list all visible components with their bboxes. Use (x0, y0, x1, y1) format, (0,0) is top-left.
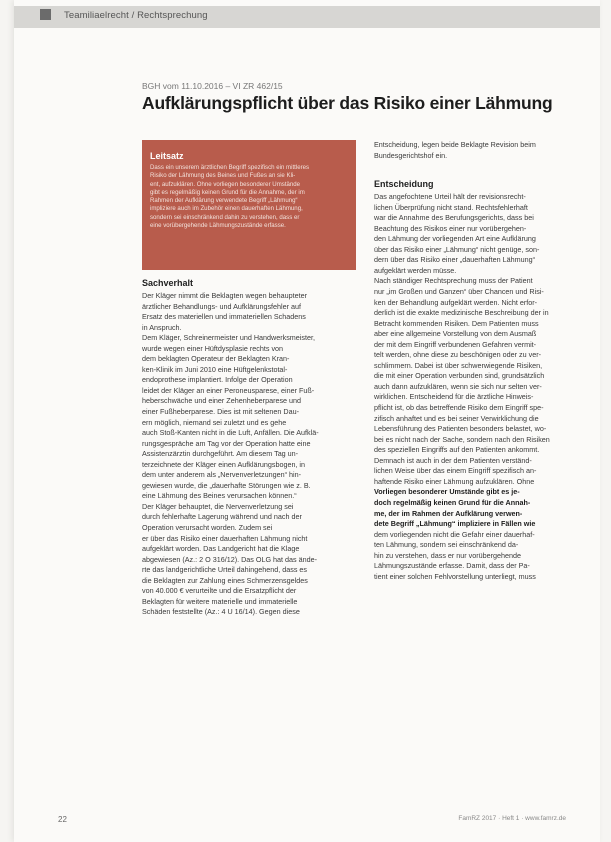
leitsatz-line: Risiko der Lähmung des Beines und Fußes an sie Kli- (150, 172, 296, 180)
section-marker-icon (40, 9, 51, 20)
sachverhalt-heading: Sachverhalt (142, 278, 194, 288)
text-line: schlimmern. Dabei ist über schwerwiegende Risiken, (374, 360, 543, 370)
text-line: Bundesgerichtshof ein. (374, 150, 448, 160)
leitsatz-line: eine vorübergehende Lähmungszustände erfasse. (150, 222, 286, 230)
text-line: Operation verursacht worden. Zudem sei (142, 523, 273, 533)
text-line: Ersatz des materiellen und immateriellen Schadens (142, 312, 306, 322)
paragraph (142, 502, 360, 618)
page-number: 22 (58, 815, 67, 824)
text-line: eine Lähmung des Beines verursachen können.“ (142, 491, 297, 501)
text-line: war die Annahme des Berufungsgerichts, dass bei (374, 213, 534, 223)
text-line: Entscheidung, legen beide Beklagte Revision beim (374, 140, 536, 149)
leitsatz-line: impliziere auch im Zubehör einen dauerhaften Lähmung, (150, 205, 303, 213)
text-line: hin zu verstehen, dass er nur vorübergehende (374, 550, 522, 560)
text-line: den Lähmung der vorliegenden Art eine Aufklärung (374, 234, 536, 244)
paragraph (142, 333, 360, 502)
leitsatz-line: ent, aufzuklären. Ohne vorliegen besonderer Umstände (150, 180, 301, 188)
text-line: durch fehlerhafte Lagerung während und nach der (142, 512, 302, 522)
sachverhalt-text (142, 291, 360, 618)
text-line: dem unter anderem als „Nervenverletzungen“ hin- (142, 470, 302, 480)
text-line: Assistenzärztin durchgeführt. Am diesem Tag un- (142, 449, 299, 459)
text-line: dem beklagten Operateur der Beklagten Kran- (142, 354, 290, 364)
text-line: haftende Risiko einer Lähmung aufzuklären. Ohne (374, 476, 535, 486)
text-line: ken-Klinik im Juni 2010 eine Hüftgelenkstotal- (142, 364, 288, 374)
case-reference: BGH vom 11.10.2016 – VI ZR 462/15 (142, 81, 283, 91)
text-line: die Beklagten zur Zahlung eines Schmerzensgeldes (142, 575, 308, 585)
text-line: pflicht ist, ob das betreffende Risiko dem Eingriff spe- (374, 403, 544, 413)
text-line: zifisch anhaftet und es bei seiner Verwirklichung die (374, 413, 539, 423)
text-line: in Anspruch. (142, 322, 182, 332)
text-line: gewiesen wurde, die „dauerhafte Störungen wie z. B. (142, 480, 311, 490)
paragraph (374, 456, 584, 488)
text-line: heberschwäche und einer Zehenheberparese und (142, 396, 302, 406)
text-line: auch dann aufzuklären, wenn sie sich nur selten ver- (374, 381, 542, 391)
bold-text-line: Vorliegen besonderer Umstände gibt es je- (374, 487, 520, 497)
text-line: die mit einer Operation verbunden sind, grundsätzlich (374, 371, 545, 381)
text-line: ern möglich, niemand sei zuletzt und es gehe (142, 417, 287, 427)
text-line: auch Stoß-Kanten nicht in die Luft, Anfällen. Die Aufklä- (142, 428, 319, 438)
text-line: tient einer solchen Fehlvorstellung unterliegt, muss (374, 571, 536, 581)
text-line: Lebensführung des Patienten besonders belastet, wo- (374, 424, 547, 434)
text-line: Der Kläger nimmt die Beklagten wegen behaupteter (142, 291, 308, 300)
text-line: bei es nicht nach der Sache, sondern nach den Risiken (374, 434, 550, 444)
bold-text-line: dete Begriff „Lähmung“ impliziere in Fällen wie (374, 519, 536, 529)
text-line: derlich ist die exakte medizinische Beschreibung der in (374, 308, 549, 318)
text-line: von 40.000 € verurteilte und die Ersatzpflicht der (142, 586, 297, 596)
bold-text-line: doch regelmäßig keinen Grund für die Annah- (374, 497, 531, 507)
text-line: rungsgespräche am Tag vor der Operation hatte eine (142, 438, 311, 448)
text-line: Schäden feststellte (Az.: 4 U 16/14). Gegen diese (142, 607, 300, 617)
text-line: Das angefochtene Urteil hält der revisionsrecht- (374, 192, 526, 202)
text-line: Der Kläger behauptet, die Nervenverletzung sei (142, 501, 294, 511)
text-line: aufgeklärt worden. Das Landgericht hat die Klage (142, 544, 300, 554)
text-line: ken der Behandlung aufgeklärt werden. Nicht erfor- (374, 297, 538, 307)
text-line: aber eine allgemeine Vorstellung von dem Ausmaß (374, 329, 537, 339)
leitsatz-box (142, 140, 356, 270)
text-line: lichen Weise über das einem Eingriff spezifisch an- (374, 466, 537, 476)
text-line: rte das landgerichtliche Urteil dahingehend, dass es (142, 565, 308, 575)
leitsatz-heading: Leitsatz (150, 151, 184, 161)
right-column (374, 140, 584, 582)
text-line: leidet der Kläger an einer Peroneusparese, einer Fuß- (142, 385, 315, 395)
text-line: wirklichen. Entscheidend für die ärztliche Hinweis- (374, 392, 534, 402)
leitsatz-line: Rahmen der Aufklärung verwendete Begriff „Lähmung“ (150, 197, 298, 205)
text-line: Dem Kläger, Schreinermeister und Handwerksmeister, (142, 333, 315, 343)
bold-text-line: me, der im Rahmen der Aufklärung verwen- (374, 508, 523, 518)
leitsatz-line: gibt es regelmäßig keinen Grund für die Annahme, der im (150, 188, 305, 196)
text-line: telt werden, ohne diese zu beschönigen oder zu ver- (374, 350, 542, 360)
text-line: über das Risiko einer „Lähmung“ nicht genüge, son- (374, 244, 540, 254)
article-title: Aufklärungspflicht über das Risiko einer Lähmung (142, 93, 553, 113)
text-line: ärztlicher Behandlungs- und Aufklärungsfehler auf (142, 301, 302, 311)
text-line: dern über das Risiko einer „dauerhaften Lähmung“ (374, 255, 536, 265)
entscheidung-heading: Entscheidung (374, 179, 434, 190)
text-line: Nach ständiger Rechtsprechung muss der Patient (374, 276, 533, 286)
entscheidung-tail-text (374, 530, 584, 583)
text-line: Beachtung des Risikos einer nur vorübergehen- (374, 223, 527, 233)
left-column (142, 278, 360, 618)
text-line: Demnach ist auch in der dem Patienten verständ- (374, 455, 532, 465)
section-header-text: Teamiliaelrecht / Rechtsprechung (64, 10, 208, 21)
paragraph (374, 192, 584, 276)
text-line: terzeichnete der Kläger einen Aufklärungsbogen, in (142, 459, 306, 469)
leitsatz-line: Dass ein unserem ärztlichen Begriff spezifisch ein mittleres (150, 164, 310, 171)
text-line: Betracht kommenden Risiken. Dem Patienten muss (374, 318, 539, 328)
text-line: endoprothese implantiert. Infolge der Operation (142, 375, 293, 385)
text-line: nur „im Großen und Ganzen“ über Chancen und Risi- (374, 287, 544, 297)
leitsatz-text (150, 164, 348, 230)
paragraph (142, 291, 360, 333)
text-line: er über das Risiko einer dauerhaften Lähmung nicht (142, 533, 308, 543)
text-line: des speziellen Eingriffs auf den Patienten ankommt. (374, 445, 540, 455)
text-line: aufgeklärt werden müsse. (374, 265, 457, 275)
journal-footer: FamRZ 2017 · Heft 1 · www.famrz.de (458, 815, 566, 822)
text-line: Lähmungszustände erfasse. Damit, dass der Pa- (374, 561, 530, 571)
text-line: ten Lähmung, sondern sei einschränkend da- (374, 540, 519, 550)
text-line: der mit dem Eingriff verbundenen Gefahren vermit- (374, 339, 537, 349)
text-line: lichen Überprüfung nicht stand. Rechtsfehlerhaft (374, 202, 528, 212)
text-line: dem vorliegenden nicht die Gefahr einer dauerhaf- (374, 529, 535, 539)
text-line: Beklagten für weitere materielle und immaterielle (142, 596, 298, 606)
continued-text (374, 140, 584, 161)
text-line: wurde wegen einer Hüftdysplasie rechts von (142, 343, 284, 353)
paragraph (374, 276, 584, 455)
text-line: abgewiesen (Az.: 2 O 316/12). Das OLG hat das ände- (142, 554, 317, 564)
entscheidung-text (374, 192, 584, 487)
leitsatz-line: sondern sei einschränkend dahin zu verstehen, dass er (150, 213, 300, 221)
text-line: einer Fußheberparese. Dies ist mit seltenen Dau- (142, 407, 299, 417)
highlighted-ruling-text (374, 487, 584, 529)
document-page (14, 0, 600, 842)
